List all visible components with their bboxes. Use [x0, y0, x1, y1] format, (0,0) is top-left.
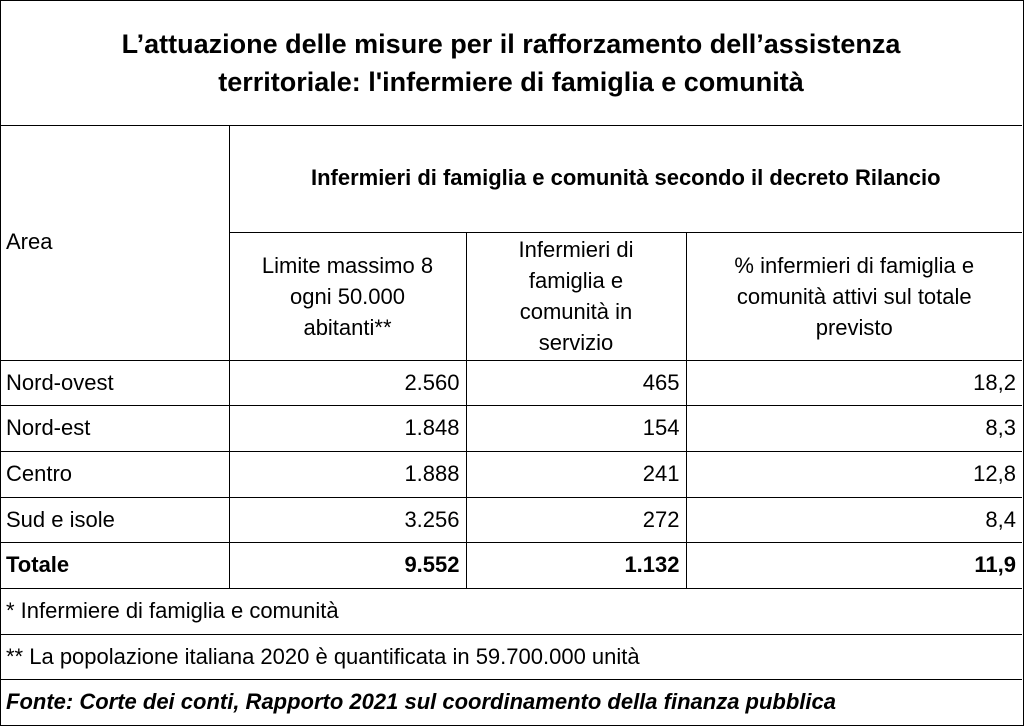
header-group: Infermieri di famiglia e comunità secondo il decreto Rilancio: [229, 125, 1022, 232]
header-servizio-line: Infermieri di: [518, 237, 634, 262]
header-servizio: [466, 232, 686, 360]
cell-total-perc: 11,9: [686, 542, 1022, 588]
header-limite-line: Limite massimo 8: [261, 252, 434, 278]
cell-area: Nord-ovest: [0, 360, 229, 405]
cell-area: Nord-est: [0, 405, 229, 451]
cell-total-servizio: 1.132: [466, 542, 686, 588]
cell-perc: 8,3: [686, 405, 1022, 451]
cell-servizio: 465: [466, 360, 686, 405]
header-perc-line: % infermieri di famiglia e: [734, 252, 975, 278]
footnote-2: ** La popolazione italiana 2020 è quantificata in 59.700.000 unità: [0, 634, 1022, 678]
header-limite: [229, 232, 466, 360]
cell-total-limite: 9.552: [229, 542, 466, 588]
cell-area: Sud e isole: [0, 497, 229, 542]
cell-perc: 8,4: [686, 497, 1022, 542]
header-perc-line: previsto: [815, 314, 893, 340]
cell-servizio: 272: [466, 497, 686, 542]
footnote-1: * Infermiere di famiglia e comunità: [0, 588, 1022, 633]
title-line-2: territoriale: l'infermiere di famiglia e comunità: [218, 66, 804, 97]
header-row-group: [0, 125, 1022, 232]
header-servizio-line: famiglia e: [528, 268, 624, 293]
cell-limite: 3.256: [229, 497, 466, 542]
cell-limite: 2.560: [229, 360, 466, 405]
header-perc: [686, 232, 1022, 360]
cell-perc: 18,2: [686, 360, 1022, 405]
cell-limite: 1.888: [229, 451, 466, 497]
cell-perc: 12,8: [686, 451, 1022, 497]
header-limite-line: ogni 50.000: [290, 283, 405, 309]
table-row: [0, 405, 1022, 451]
source-note: Fonte: Corte dei conti, Rapporto 2021 sul coordinamento della finanza pubblica: [0, 679, 1022, 724]
table-row: [0, 451, 1022, 497]
header-area: Area: [0, 125, 229, 360]
cell-servizio: 241: [466, 451, 686, 497]
document-title: [0, 0, 1022, 126]
cell-total-label: Totale: [0, 542, 229, 588]
table-row: [0, 497, 1022, 542]
header-servizio-line: comunità in: [519, 299, 633, 324]
cell-limite: 1.848: [229, 405, 466, 451]
cell-servizio: 154: [466, 405, 686, 451]
header-perc-line: comunità attivi sul totale: [736, 283, 972, 309]
data-table: [0, 125, 1022, 589]
title-line-1: L’attuazione delle misure per il rafforzamento dell’assistenza: [121, 28, 901, 59]
total-row: [0, 542, 1022, 588]
header-limite-line: abitanti**: [303, 314, 392, 340]
table-row: [0, 360, 1022, 405]
cell-area: Centro: [0, 451, 229, 497]
header-servizio-line: servizio: [538, 330, 614, 355]
